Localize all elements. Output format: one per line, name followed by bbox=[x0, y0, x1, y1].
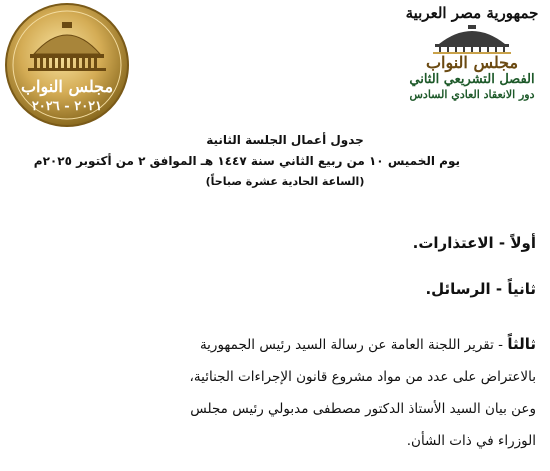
dome-icon bbox=[429, 24, 515, 54]
session-time: (الساعة الحادية عشرة صباحاً) bbox=[205, 175, 365, 188]
agenda-item-first bbox=[413, 232, 536, 254]
session-date: يوم الخميس ١٠ من ربيع الثاني سنة ١٤٤٧ هـ الموافق ٢ من أكتوبر ٢٠٢٥م bbox=[33, 154, 460, 168]
logo-session: دور الانعقاد العادي السادس bbox=[409, 88, 535, 101]
parliament-seal bbox=[4, 2, 130, 128]
seal-years: ٢٠٢١ - ٢٠٢٦ bbox=[31, 99, 103, 114]
item-ordinal: ثانياً bbox=[507, 280, 536, 298]
logo-council: مجلس النواب bbox=[425, 53, 519, 72]
parliament-logo bbox=[402, 4, 542, 134]
item-ordinal: ثالثاً bbox=[507, 335, 536, 353]
item-text: - الرسائل. bbox=[425, 280, 508, 298]
logo-term: الفصل التشريعي الثاني bbox=[409, 72, 535, 87]
seal-emblem-icon bbox=[4, 2, 130, 128]
item-line bbox=[30, 328, 536, 361]
agenda-item-second bbox=[425, 278, 536, 300]
item-line: الوزراء في ذات الشأن. bbox=[406, 433, 536, 449]
seal-name: مجلس النواب bbox=[20, 77, 114, 96]
item-line-text: - تقرير اللجنة العامة عن رسالة السيد رئيس الجمهورية bbox=[199, 337, 508, 353]
item-line: بالاعتراض على عدد من مواد مشروع قانون الإجراءات الجنائية، bbox=[189, 369, 536, 385]
logo-republic: جمهورية مصر العربية bbox=[405, 4, 539, 22]
agenda-heading bbox=[33, 130, 460, 192]
page-title: جدول أعمال الجلسة الثانية bbox=[206, 133, 364, 147]
agenda-item-third bbox=[30, 328, 536, 457]
item-ordinal: أولاً bbox=[510, 234, 536, 252]
item-line: وعن بيان السيد الأستاذ الدكتور مصطفى مدبولي رئيس مجلس bbox=[190, 401, 536, 417]
item-text: - الاعتذارات. bbox=[412, 234, 511, 252]
